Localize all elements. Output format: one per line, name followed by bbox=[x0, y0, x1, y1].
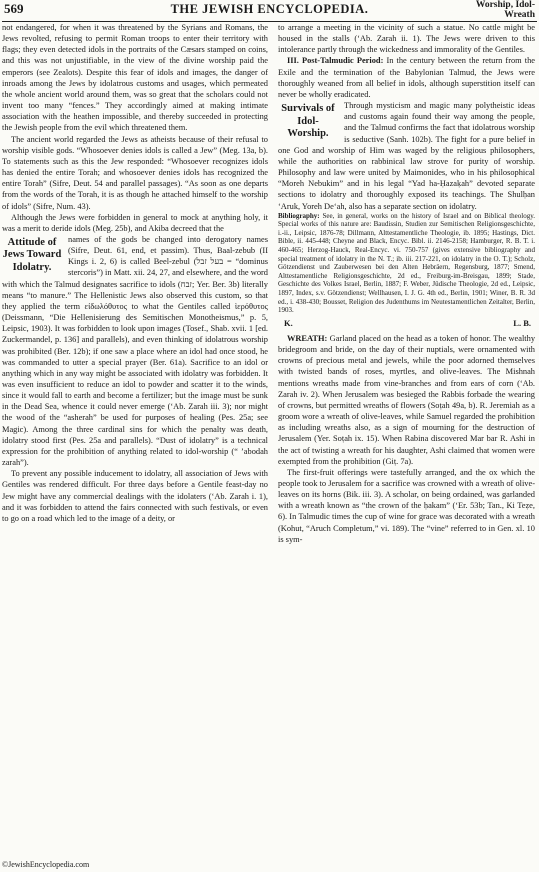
paragraph-with-sidehead bbox=[2, 234, 268, 468]
right-column bbox=[278, 22, 535, 858]
left-column bbox=[2, 22, 268, 858]
signature-right: L. B. bbox=[513, 317, 531, 328]
paragraph-with-sidehead bbox=[278, 100, 535, 212]
paragraph-text: Through mysticism and magic many polytheistic ideas and customs again found their way among the people, and the Talmud confirms the fact that idolatrous worship is seductive (Sanh. 102b). The fight for a pure belief in one God and worship of Him was waged by the religious philosophers, while the authorities on rabbinical law strove for purity of worship. Philosophy and law were united by Maimonides, who in his philosophical “Moreh Nebukim” and in his legal “Yad ha-Ḥazaḳah” devoted separate sections to idolatry and thoroughly exposed its teachings. The Shulḥan ‘Aruk, Yoreh De‘ah, also has a separate section on idolatry. bbox=[278, 101, 535, 211]
section-title: III. Post-Talmudic Period: bbox=[287, 56, 384, 66]
paragraph-text: Garland placed on the head as a token of honor. The wealthy bridegroom and bride, on the day of their nuptials, were ornamented with crowns of precious metal and jewels, while the poor adorned themselves with twisted bands of roses, myrtles, and olive-leaves. The Mishnah mentions wreaths made from vine-branches and from ears of corn (‘Ab. Zarah iv. 2). When Jerusalem was besieged the Rabbis forbade the wearing of crowns, but permitted wreaths of flowers (Soṭah 49a, b). R. Jeremiah as a groom wore a wreath of olive-leaves, while Samuel regarded the prohibition as including wreaths also, as a sign of mourning for the destruction of Jerusalem (Yer. Soṭah ix. 15). When Rabina discovered Mar bar R. Ashi in the act of twisting a wreath for his daughter, Ashi claimed that women were exempted from the prohibition (Giṭ. 7a). bbox=[278, 333, 535, 466]
bibliography-text: See, in general, works on the history of Israel and on Biblical theology. Special works of this nature are: Baudissin, Studien zur Semitischen Religionsgeschichte, i.-ii., Leipsic, 1876-78; Dillmann, Alttestamentliche Theologie, ib. 1895; Hastings, Dict. Bible, ii. 445-448; Cheyne and Black, Encyc. Bibl. ii. 2146-2158; Hamburger, R. B. T. i. 460-465; Herzog-Hauck, Real-Encyc. vi. 750-757 (gives extensive bibliography and special treatment of idolatry in the N. T.; ib. iii. 217-221, on idolatry in the O. T.); Scholz, Götzendienst und Zauberwesen bei den Alten Hebräern, Regensburg, 1877; Smend, Alttestamentliche Religionsgeschichte, 2d ed., Freiburg-im-Breisgau, 1899; Stade, Geschichte des Volkes Israel, Berlin, 1887; F. Weber, Jüdische Theologie, 2d ed., Leipsic, 1897, Index, s.v. Götzendienst; Wellhausen, I. J. G. 4th ed., Berlin, 1901; Winer, B. R. 3d ed., i. 438-430; Bousset, Religion des Judenthums im Neutestamentlichen Zeitalter, Berlin, 1903. bbox=[278, 211, 535, 315]
signature-left: K. bbox=[284, 317, 293, 328]
bibliography bbox=[278, 212, 535, 315]
page-header bbox=[0, 0, 539, 20]
paragraph: not endangered, for when it was threatened by the Syrians and Romans, the Jews revolted, refusing to permit Roman troops to enter their territory with flags; they even detected idols in the portraits of the Cæsars stamped on coins, and this was not unjustifiable, in the view of the divine worship paid the emperors (see Zealots). Despite this fear of idols and images, the danger of inroads among the Jews by idolatrous customs and usages, which permeated the whole ancient world around them, was so great that the scholars could not invent too many “fences.” They accordingly aimed at making intimate association with the heathen impossible, and thereby succeeded in protecting the Jewish people from the evil which threatened them. bbox=[2, 23, 268, 133]
sidehead: Attitude of Jews Toward Idolatry. bbox=[2, 236, 62, 273]
section-paragraph bbox=[278, 55, 535, 100]
paragraph: Although the Jews were forbidden in general to mock at anything holy, it was a merit to deride idols (Meg. 25b), and Akiba decreed that the bbox=[2, 212, 268, 233]
paragraph: to arrange a meeting in the vicinity of such a statue. No cattle might be housed in the stalls (‘Ab. Zarah ii. 1). The Jews were driven to this intolerance partly through the wickedness and immorality of the Gentiles. bbox=[278, 23, 535, 55]
paragraph-text: names of the gods be changed into derogatory names (Sifre, Deut. 61, end, et passim). Thus, Baal-zebub (II Kings i. 2, 6) is called Beel-zebul (בעל זבל = “dominus stercoris”) in Matt. xii. 24, 27, and elsewhere, and the word with which the Talmud designates sacrifice to idols (זבח; Yer. Ber. 3b) literally means “to manure.” The Hellenistic Jews also observed this custom, so that they applied the term εἰδωλόθυτος to what the Gentiles called ἱερόθυτος (Deissmann, “Die Hellenisierung des Semitischen Monotheismus,” p. 5, Leipsic, 1903). It was forbidden to look upon images (Tosef., Shab. xvii. 1 [ed. Zuckermandel, p. 136] and parallels), and even thinking of idolatrous worship was prohibited (Ber. 12b); if one saw a place where an idol had once stood, he was commanded to utter a special prayer (Ber. 61a). Sacrifice to an idol or anything which in any way might be associated with idolatry was forbidden. It was even insufficient to reduce an idol to powder and scatter it to the winds, since it would fall to earth and become a fertilizer; but the image must be sunk in the Dead Sea, whence it could never emerge (‘Ab. Zarah iii. 3); nor might the wood of the “asherah” be used for purposes of healing (Pes. 25a; see Magic). Among the three cardinal sins for which the penalty was death, idolatry stood first (Pes. 25a and parallels). “Dust of idolatry” is a technical expression for the prohibition of anything related to idol-worship (“ ’abodah zarah”). bbox=[2, 234, 268, 468]
bibliography-label: Bibliography: bbox=[278, 211, 320, 220]
author-signature bbox=[284, 318, 531, 329]
paragraph: The ancient world regarded the Jews as atheists because of their refusal to worship visible gods. “Whosoever denies idols is called a Jew” (Meg. 13a, b). To statements such as this the Jew responded: “Whosoever recognizes idols has denied the entire Torah; and whosoever denies idols has recognized the entire Torah” (Sifre, Deut. 54 and parallel passages). “As soon as one departs from the words of the Torah, it is as though he attached himself to the worship of idols” (Sifre, Num. 43). bbox=[2, 134, 268, 211]
entry-heading: WREATH: bbox=[287, 333, 328, 343]
page-number: 569 bbox=[4, 1, 24, 16]
copyright-footer: ©JewishEncyclopedia.com bbox=[2, 860, 90, 869]
running-head-line-2: Wreath bbox=[504, 10, 535, 20]
paragraph: To prevent any possible inducement to idolatry, all association of Jews with Gentiles was rendered difficult. For three days before a Gentile feast-day no Jew might have any commercial dealings with the idolaters (‘Ab. Zarah i. 1), and it was forbidden to attend the fairs connected with such festivals, or even to go on a road which led to the image of a deity, or bbox=[2, 469, 268, 523]
running-head bbox=[476, 0, 535, 20]
paragraph: The first-fruit offerings were tastefully arranged, and the ox which the people took to Jerusalem for a sacrifice was crowned with a wreath of olive-leaves on its horns (Bik. iii. 3). A scholar, on being ordained, was garlanded with a wreath known as “the crown of the ḥakam” (‘Er. 53b; Tan., Ki Teẓe, 6). In Talmudic times the cup of wine for grace was decorated with a wreath (Kohut, “Aruch Completum,” vi. 189). The “vine” referred to in Gen. xl. 10 is sym- bbox=[278, 467, 535, 544]
encyclopedia-title: THE JEWISH ENCYCLOPEDIA. bbox=[170, 2, 369, 16]
running-head-line-1: Worship, Idol- bbox=[475, 0, 535, 10]
section-paragraph bbox=[278, 333, 535, 467]
sidehead: Survivals of Idol-Worship. bbox=[281, 103, 335, 140]
paragraph-text: In the century between the return from the Exile and the termination of the Babylonian Talmud, the Jews were thoroughly weaned from all belief in idols, although superstition itself can never be wholly eradicated. bbox=[278, 56, 535, 99]
